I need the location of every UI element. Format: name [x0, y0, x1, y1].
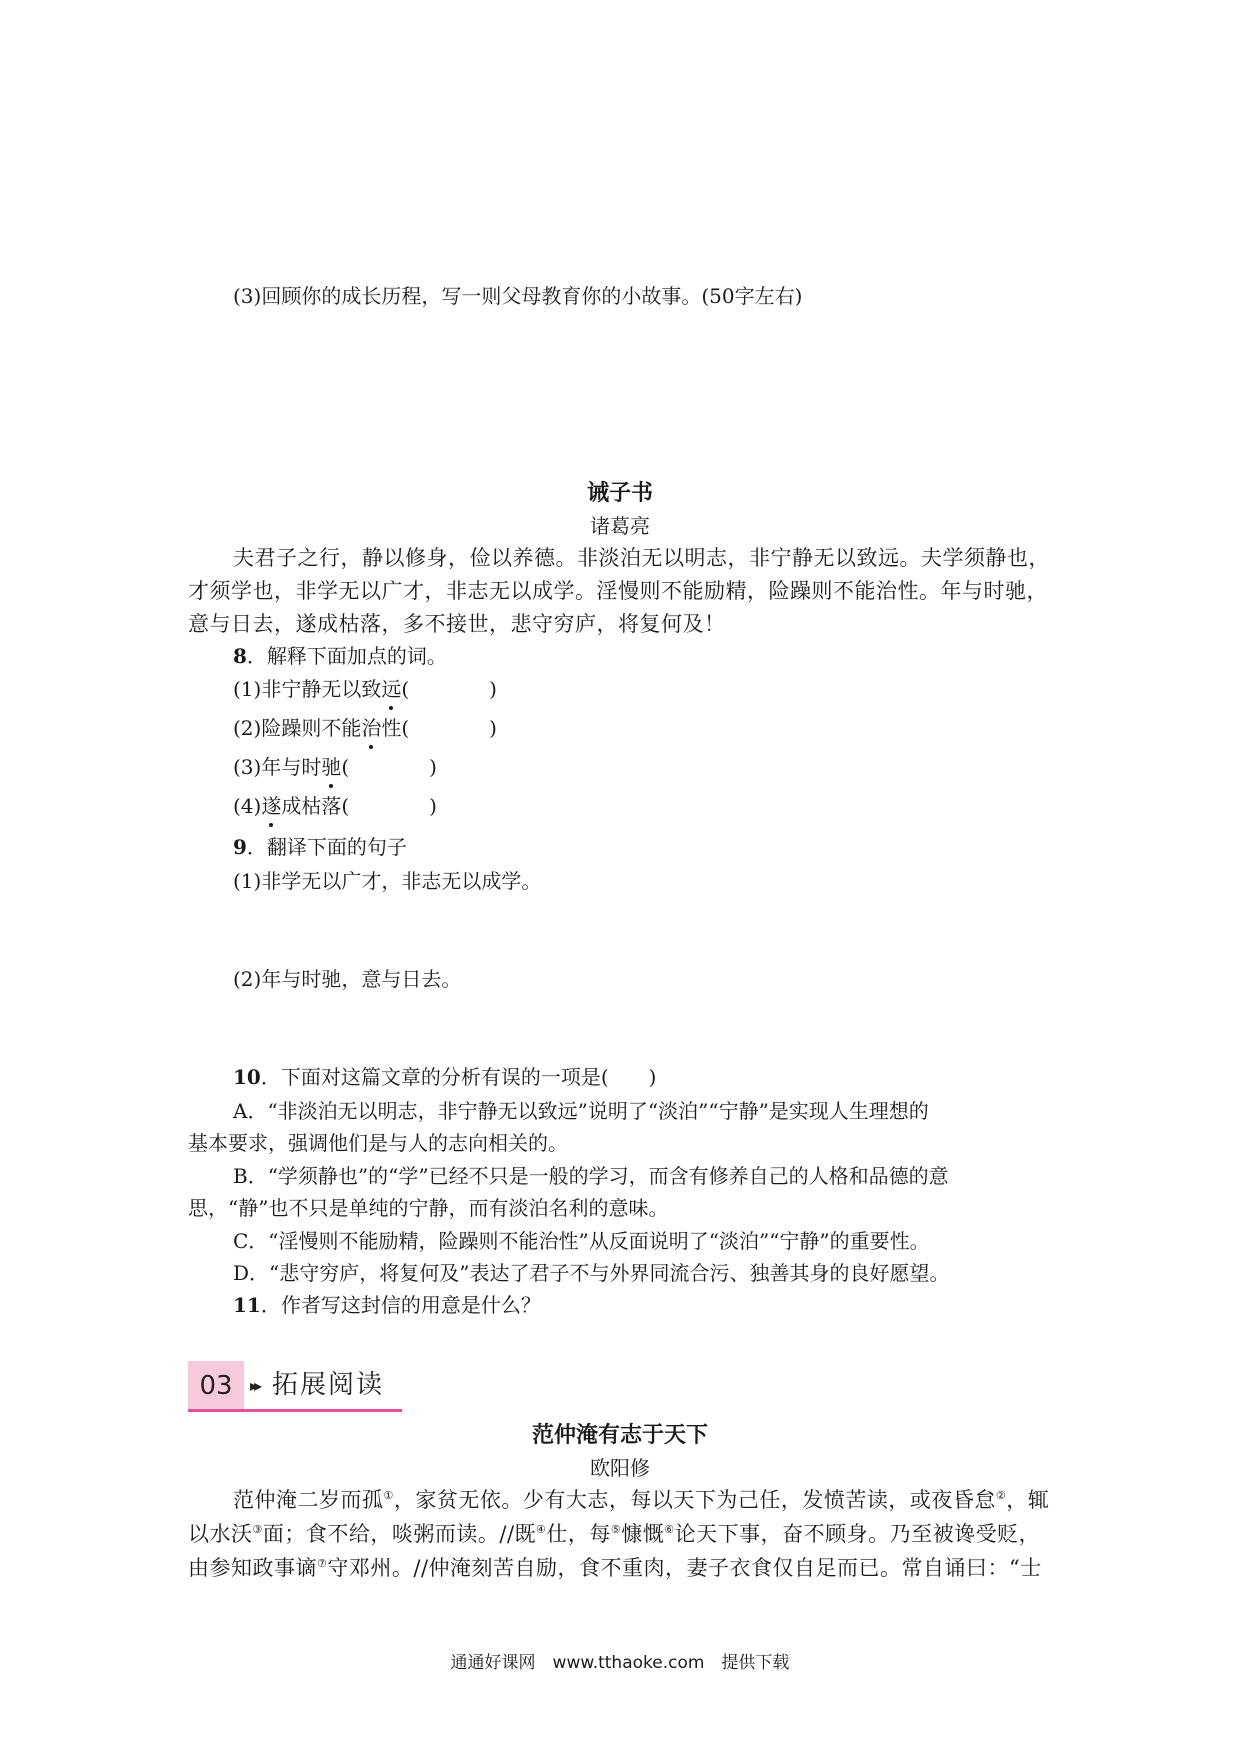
q8-item-3-pre: (3)年与时 [233, 755, 322, 779]
q8-item-2-dotted-word: 治 [361, 713, 381, 743]
text2-seg: 范仲淹二岁而孤 [233, 1488, 384, 1512]
q11-number: 11 [233, 1293, 261, 1317]
q8-item-2-pre: (2)险躁则不能 [233, 716, 362, 740]
q9-item-1: (1)非学无以广才，非志无以成学。 [233, 869, 542, 893]
q8-item-2-blank: 性( ) [381, 716, 497, 740]
text1-title: 诫子书 [586, 480, 653, 506]
text2-seg: ，辄 [1006, 1488, 1050, 1512]
footnote-mark-4: ④ [536, 1523, 547, 1536]
q11-stem-text: 作者写这封信的用意是什么？ [280, 1293, 541, 1317]
text2-title: 范仲淹有志于天下 [531, 1422, 708, 1448]
footnote-mark-5: ⑤ [610, 1523, 622, 1536]
q8-number: 8 [233, 644, 247, 668]
section-title: 拓展阅读 [272, 1370, 385, 1400]
q10-option-a-line-2: 基本要求，强调他们是与人的志向相关的。 [188, 1131, 568, 1155]
text2-line-2 [188, 1518, 1040, 1550]
text1-line-3: 意与日去，遂成枯落，多不接世，悲守穷庐，将复何及！ [188, 612, 726, 636]
text1-line-1: 夫君子之行，静以修身，俭以养德。非淡泊无以明志，非宁静无以致远。夫学须静也， [233, 546, 1050, 570]
q8-item-2 [233, 713, 497, 743]
q10-number: 10 [233, 1065, 261, 1089]
text2-seg: 以水沃 [188, 1522, 253, 1546]
q8-item-4-blank: 成枯落( ) [281, 794, 437, 818]
text2-seg: 仕，每 [546, 1522, 611, 1546]
q8-item-3-blank: ( ) [341, 755, 437, 779]
q8-item-1-dotted-word: 远 [381, 674, 401, 704]
q8-item-4-dotted-word: 遂 [261, 791, 281, 821]
q10-stem: 10．下面对这篇文章的分析有误的一项是( ) [233, 1065, 657, 1089]
text2-seg: 守邓州。//仲淹刻苦自励，食不重肉，妻子衣食仅自足而已。常自诵曰：“士 [327, 1556, 1042, 1580]
q8-item-4 [233, 791, 437, 821]
footnote-mark-3: ③ [252, 1523, 263, 1536]
text2-seg: 面；食不给，啖粥而读。//既 [262, 1522, 537, 1546]
q10-option-b-line-2: 思，“静”也不只是单纯的宁静，而有淡泊名利的意味。 [188, 1196, 669, 1220]
section-number: 03 [199, 1371, 233, 1401]
text1-line-2: 才须学也，非学无以广才，非志无以成学。淫慢则不能励精，险躁则不能治性。年与时驰， [188, 579, 1048, 603]
q8-stem-text: 解释下面加点的词。 [266, 644, 447, 668]
footnote-mark-2: ② [995, 1489, 1007, 1502]
text2-line-1 [233, 1484, 1049, 1516]
q10-option-d: D．“悲守穷庐，将复何及”表达了君子不与外界同流合污、独善其身的良好愿望。 [233, 1261, 950, 1285]
footer-credit: 通通好课网 www.tthaoke.com 提供下载 [450, 1653, 790, 1673]
q8-item-4-pre: (4) [233, 794, 262, 818]
section-header [188, 1361, 402, 1411]
text2-seg: 论天下事，奋不顾身。乃至被谗受贬， [674, 1522, 1041, 1546]
q8-item-3-dotted-word: 驰 [321, 752, 341, 782]
double-arrow-icon: ▸▸ [250, 1376, 259, 1395]
q9-number: 9 [233, 835, 247, 859]
text2-line-3 [188, 1552, 1042, 1584]
q10-stem-text: 下面对这篇文章的分析有误的一项是( ) [280, 1065, 657, 1089]
q9-item-2: (2)年与时驰，意与日去。 [233, 967, 462, 991]
question-3: (3)回顾你的成长历程，写一则父母教育你的小故事。(50字左右) [233, 284, 803, 308]
q8-item-1 [233, 674, 497, 704]
q8-item-3 [233, 752, 437, 782]
footnote-mark-7: ⑦ [317, 1557, 328, 1570]
q10-option-a-line-1: A．“非淡泊无以明志，非宁静无以致远”说明了“淡泊”“宁静”是实现人生理想的 [233, 1099, 929, 1123]
text2-seg: 慷慨 [621, 1522, 665, 1546]
text1-author: 诸葛亮 [590, 514, 650, 538]
q8-item-1-pre: (1)非宁静无以致 [233, 677, 382, 701]
q10-option-c: C．“淫慢则不能励精，险躁则不能治性”从反面说明了“淡泊”“宁静”的重要性。 [233, 1229, 930, 1253]
footnote-mark-1: ① [383, 1489, 394, 1502]
text2-author: 欧阳修 [590, 1456, 650, 1480]
section-underline [188, 1409, 402, 1412]
footnote-mark-6: ⑥ [664, 1523, 675, 1536]
q8-stem: 8．解释下面加点的词。 [233, 644, 447, 668]
q10-option-b-line-1: B．“学须静也”的“学”已经不只是一般的学习，而含有修养自己的人格和品德的意 [233, 1164, 949, 1188]
q11-stem: 11．作者写这封信的用意是什么？ [233, 1293, 541, 1317]
q9-stem: 9．翻译下面的句子 [233, 835, 407, 859]
q8-item-1-blank: ( ) [401, 677, 497, 701]
q9-stem-text: 翻译下面的句子 [266, 835, 407, 859]
text2-seg: 由参知政事谪 [188, 1556, 317, 1580]
text2-seg: ，家贫无依。少有大志，每以天下为己任，发愤苦读，或夜昏怠 [393, 1488, 996, 1512]
